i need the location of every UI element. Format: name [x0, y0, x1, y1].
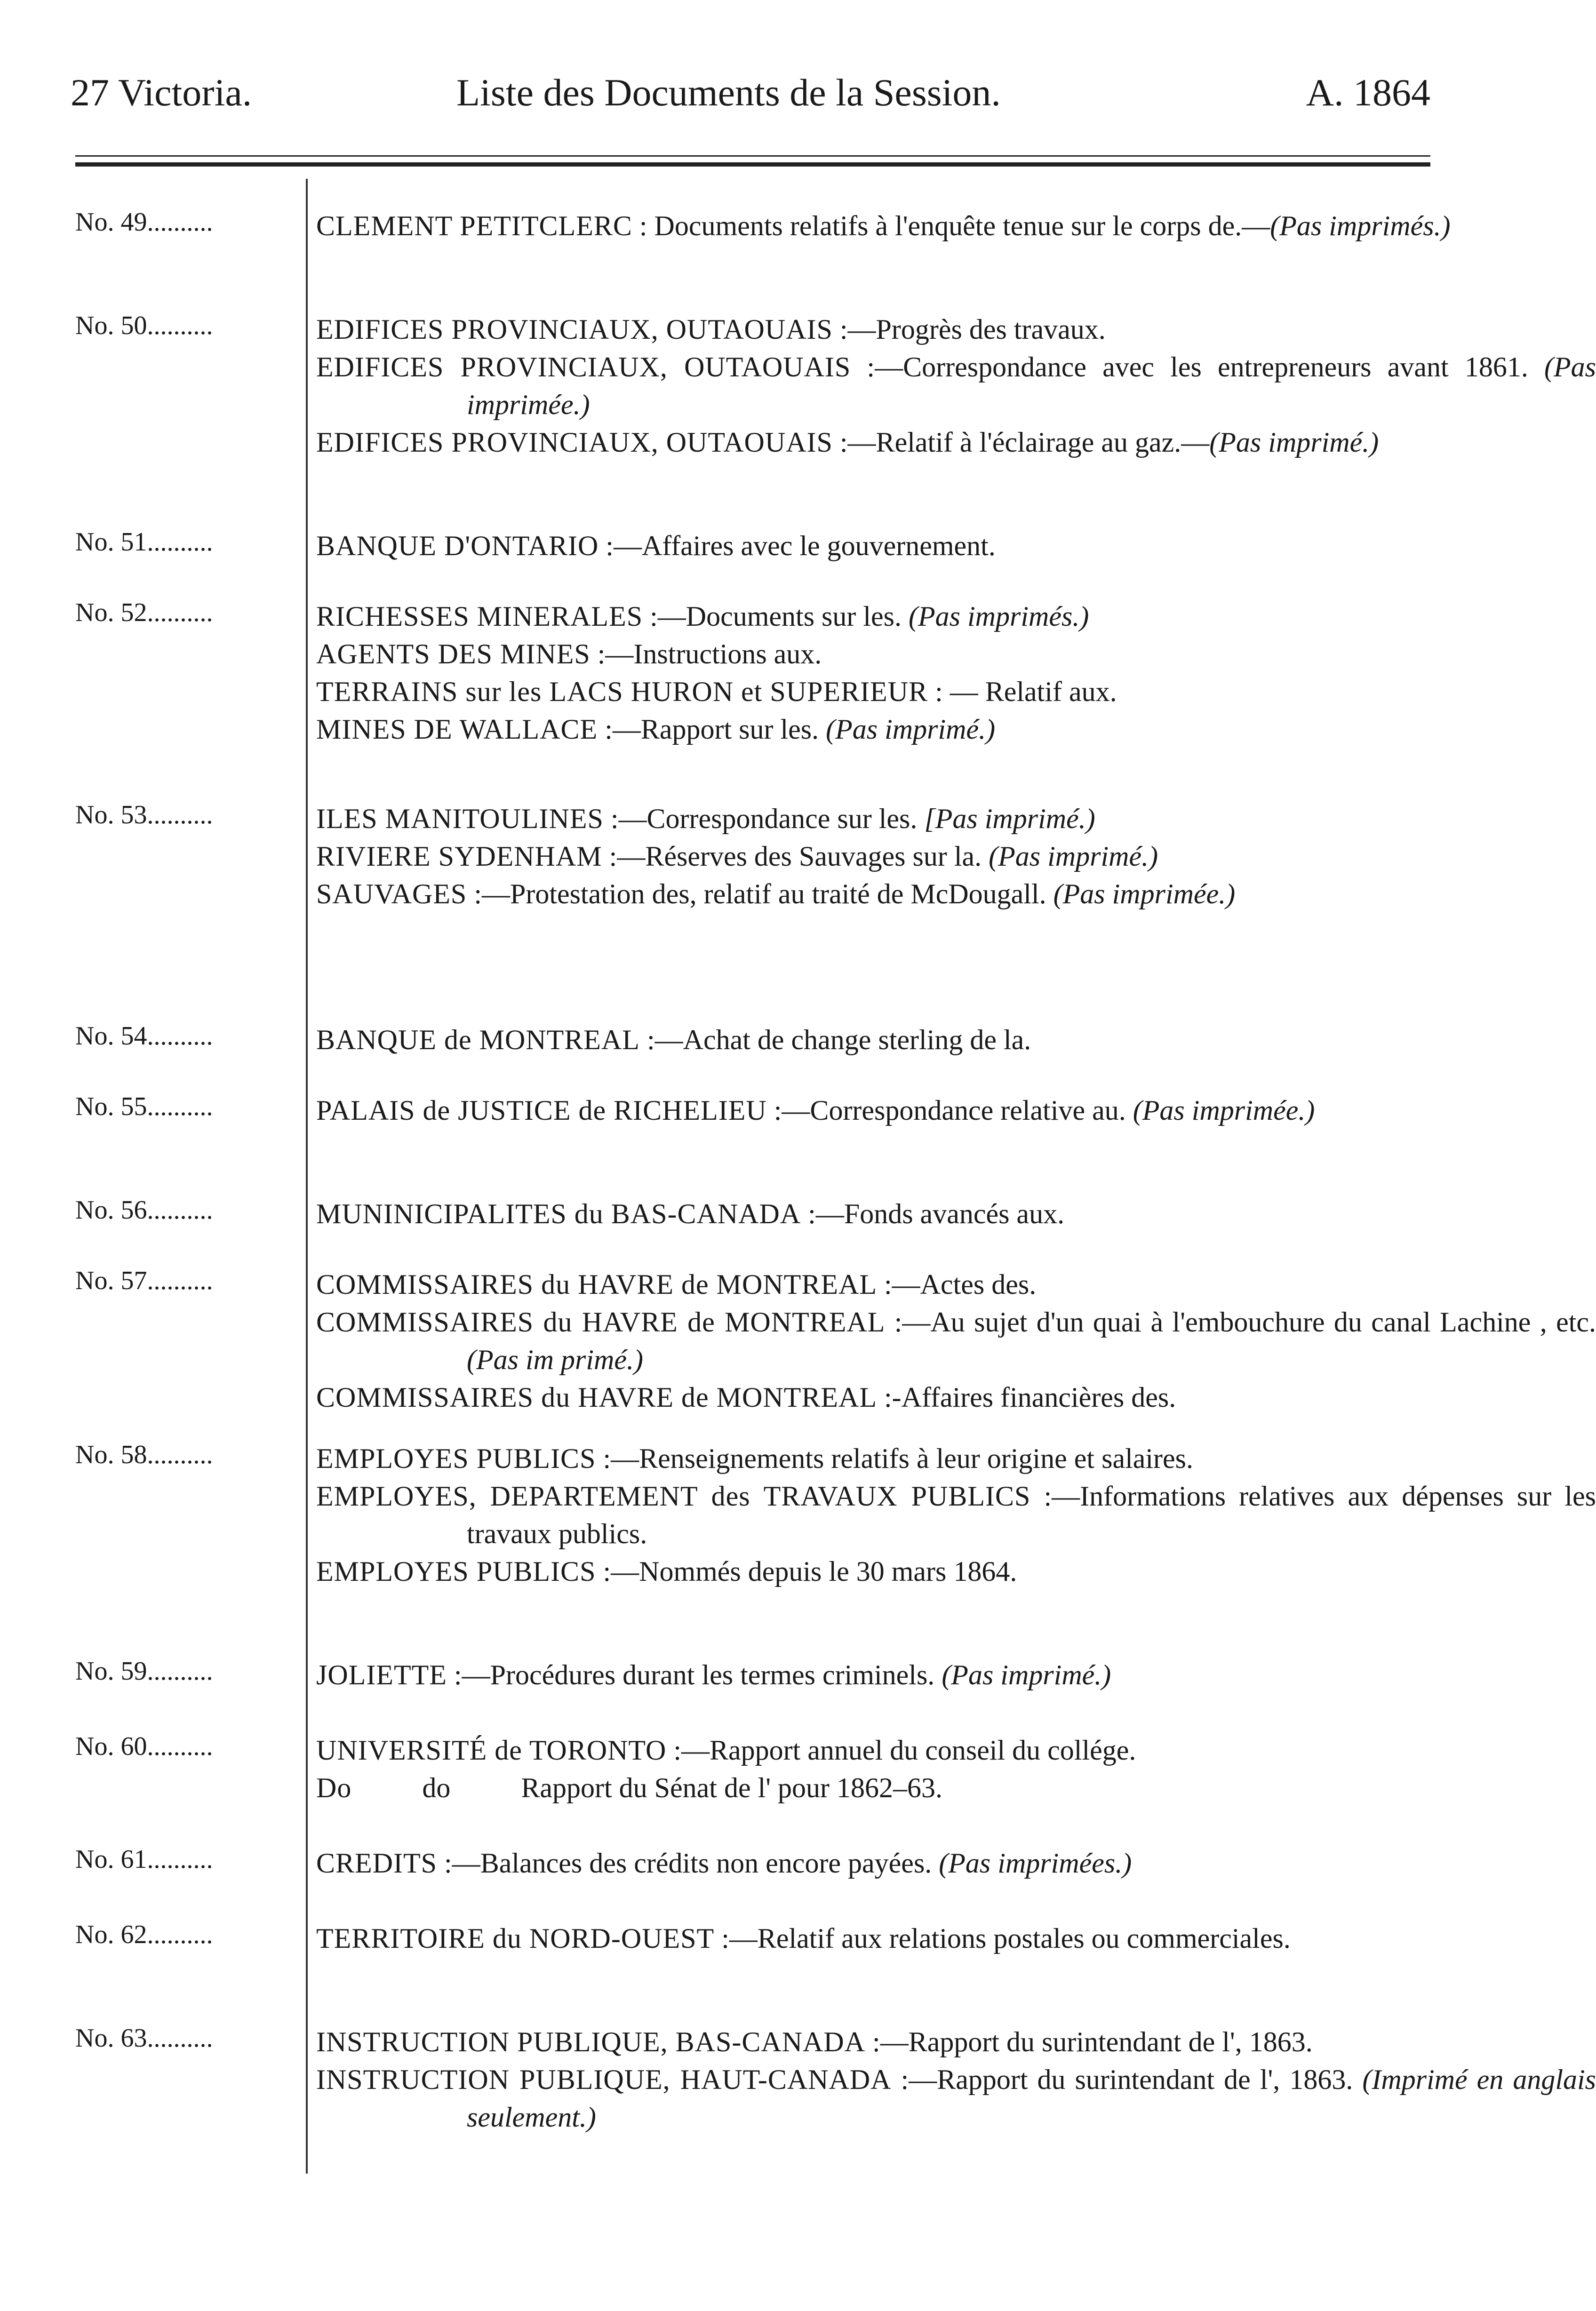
entry-item: [316, 311, 1596, 348]
item-heading: INSTRUCTION PUBLIQUE, HAUT-CANADA: [316, 2064, 892, 2095]
entry-number: No. 54..........: [75, 1021, 213, 1051]
entry-item: [316, 1553, 1596, 1590]
entry-item: [316, 1844, 1596, 1882]
entry-item: [316, 1021, 1596, 1059]
item-description: :—Relatif à l'éclairage au gaz.—: [832, 427, 1210, 458]
document-entry: [0, 800, 1532, 913]
document-entry: [0, 1021, 1532, 1059]
item-description: :-Affaires financières des.: [877, 1382, 1176, 1413]
item-heading: UNIVERSITÉ de TORONTO: [316, 1735, 667, 1766]
item-heading: COMMISSAIRES du HAVRE de MONTREAL: [316, 1307, 886, 1338]
entry-item: [316, 1303, 1596, 1379]
item-heading: RICHESSES MINERALES: [316, 601, 643, 632]
entry-number: No. 50..........: [75, 311, 213, 340]
item-description: :—Documents sur les.: [643, 601, 902, 632]
item-description: :—Fonds avancés aux.: [801, 1198, 1065, 1229]
entry-item: [316, 1440, 1596, 1477]
entry-number: No. 53..........: [75, 800, 213, 829]
item-description: :—Actes des.: [877, 1269, 1037, 1300]
entry-item: [316, 875, 1596, 913]
item-heading: EDIFICES PROVINCIAUX, OUTAOUAIS: [316, 351, 851, 383]
item-heading: CLEMENT PETITCLERC: [316, 210, 632, 241]
item-heading: BANQUE de MONTREAL: [316, 1024, 640, 1055]
item-heading: BANQUE D'ONTARIO: [316, 530, 599, 561]
item-description: :—Procédures durant les termes criminels.: [447, 1659, 935, 1690]
entry-item: [316, 1266, 1596, 1303]
entry-item: [316, 635, 1596, 673]
entry-number: No. 58..........: [75, 1440, 213, 1469]
document-entry: [0, 1195, 1532, 1233]
item-heading: EMPLOYES, DEPARTEMENT des TRAVAUX PUBLICS: [316, 1481, 1031, 1512]
item-print-note: (Pas imprimé.): [1209, 427, 1379, 458]
document-entry: [0, 598, 1532, 748]
header-regnal-year: 27 Victoria.: [71, 71, 252, 114]
entry-number: No. 49..........: [75, 207, 213, 237]
item-description: :—Correspondance relative au.: [766, 1095, 1126, 1126]
item-description: :—Progrès des travaux.: [832, 314, 1106, 345]
entry-number: No. 56..........: [75, 1195, 213, 1225]
item-print-note: (Pas imprimés.): [1270, 210, 1451, 241]
entry-number: No. 57..........: [75, 1266, 213, 1295]
item-description: :—Relatif aux relations postales ou commerciales.: [714, 1923, 1291, 1954]
entry-item: [316, 2061, 1596, 2136]
item-heading: JOLIETTE: [316, 1659, 447, 1690]
item-heading: COMMISSAIRES du HAVRE de MONTREAL: [316, 1269, 877, 1300]
item-heading: EMPLOYES PUBLICS: [316, 1443, 596, 1474]
entry-item: [316, 1731, 1596, 1769]
entry-item: [316, 800, 1596, 837]
item-print-note: (Pas imprimées.): [932, 1848, 1132, 1879]
item-heading: INSTRUCTION PUBLIQUE, BAS-CANADA: [316, 2026, 866, 2057]
entry-item: [316, 1769, 1596, 1807]
entry-item: [316, 348, 1596, 423]
item-description: :—Protestation des, relatif au traité de McDougall.: [467, 878, 1046, 909]
item-heading: COMMISSAIRES du HAVRE de MONTREAL: [316, 1382, 877, 1413]
item-print-note: (Pas imprimés.): [902, 601, 1089, 632]
item-description: :—Correspondance sur les.: [603, 803, 918, 834]
document-entry: [0, 1920, 1532, 1957]
entry-number: No. 63..........: [75, 2024, 213, 2053]
document-entry: [0, 1731, 1532, 1807]
item-description: do Rapport du Sénat de l' pour 1862–63.: [351, 1772, 943, 1803]
item-description: :—Rapport sur les.: [598, 714, 819, 745]
entry-item: [316, 1195, 1596, 1233]
item-description: :—Achat de change sterling de la.: [639, 1024, 1031, 1055]
item-heading: Do: [316, 1772, 352, 1803]
item-description: :—Correspondance avec les entrepreneurs avant 1861.: [851, 351, 1528, 383]
page-header: [71, 71, 1430, 122]
entry-item: [316, 837, 1596, 875]
entry-number: No. 60..........: [75, 1732, 213, 1761]
item-heading: MUNINICIPALITES du BAS-CANADA: [316, 1198, 801, 1229]
entry-item: [316, 1379, 1596, 1416]
item-heading: PALAIS de JUSTICE de RICHELIEU: [316, 1095, 767, 1126]
entry-number: No. 59..........: [75, 1657, 213, 1686]
header-rule-thin: [75, 155, 1430, 157]
entry-item: [316, 710, 1596, 748]
item-description: :—Réserves des Sauvages sur la.: [602, 841, 982, 872]
item-print-note: (Pas imprimée.): [467, 351, 1596, 420]
item-description: :—Affaires avec le gouvernement.: [598, 530, 996, 561]
document-entry: [0, 207, 1532, 245]
item-print-note: (Pas imprimé.): [934, 1659, 1111, 1690]
entry-item: [316, 423, 1596, 461]
item-print-note: [Pas imprimé.): [917, 803, 1095, 834]
item-heading: EDIFICES PROVINCIAUX, OUTAOUAIS: [316, 427, 833, 458]
document-entry: [0, 1266, 1596, 1416]
header-rule-thick: [75, 162, 1430, 167]
entry-number: No. 61..........: [75, 1845, 213, 1874]
entry-item: [316, 1092, 1596, 1129]
item-heading: ILES MANITOULINES: [316, 803, 604, 834]
entry-item: [316, 2023, 1596, 2061]
item-description: :—Instructions aux.: [590, 638, 822, 669]
document-entry: [0, 311, 1596, 461]
item-heading: SAUVAGES: [316, 878, 467, 909]
document-entry: [0, 1844, 1532, 1882]
item-description: :—Nommés depuis le 30 mars 1864.: [596, 1556, 1017, 1587]
item-heading: TERRITOIRE du NORD-OUEST: [316, 1923, 715, 1954]
header-title: Liste des Documents de la Session.: [456, 71, 1001, 114]
item-description: :—Rapport annuel du conseil du collége.: [666, 1735, 1136, 1766]
item-description: :—Informations relatives aux dépenses sur les travaux publics.: [467, 1481, 1596, 1549]
entry-number: No. 52..........: [75, 598, 213, 627]
item-print-note: (Pas imprimée.): [1046, 878, 1236, 909]
entry-number: No. 51..........: [75, 527, 213, 557]
item-print-note: (Imprimé en anglais seulement.): [467, 2064, 1596, 2133]
item-heading: RIVIERE SYDENHAM: [316, 841, 602, 872]
item-description: : Documents relatifs à l'enquête tenue sur le corps de.—: [632, 210, 1270, 241]
item-print-note: (Pas imprimée.): [1125, 1095, 1315, 1126]
item-description: :—Rapport du surintendant de l', 1863.: [891, 2064, 1353, 2095]
item-description: :—Rapport du surintendant de l', 1863.: [865, 2026, 1313, 2057]
entry-item: [316, 207, 1596, 245]
item-heading: TERRAINS sur les LACS HURON et SUPERIEUR: [316, 676, 928, 707]
entry-item: [316, 1477, 1596, 1553]
item-description: :—Au sujet d'un quai à l'embouchure du canal Lachine , etc.: [885, 1307, 1596, 1338]
item-heading: EMPLOYES PUBLICS: [316, 1556, 596, 1587]
document-entry: [0, 1656, 1532, 1694]
item-heading: EDIFICES PROVINCIAUX, OUTAOUAIS: [316, 314, 833, 345]
item-description: :—Balances des crédits non encore payées.: [437, 1848, 932, 1879]
entry-item: [316, 1920, 1596, 1957]
header-year: A. 1864: [1306, 71, 1430, 114]
document-entry: [0, 2023, 1596, 2136]
entry-item: [316, 598, 1596, 635]
entry-number: No. 62..........: [75, 1920, 213, 1949]
document-entry: [0, 1440, 1596, 1590]
item-print-note: (Pas imprimé.): [982, 841, 1158, 872]
item-heading: CREDITS: [316, 1848, 438, 1879]
item-description: :—Renseignements relatifs à leur origine et salaires.: [596, 1443, 1194, 1474]
item-print-note: (Pas im primé.): [467, 1344, 643, 1375]
entry-item: [316, 1656, 1596, 1694]
entry-number: No. 55..........: [75, 1092, 213, 1121]
document-entry: [0, 1092, 1532, 1129]
document-entry: [0, 527, 1532, 565]
entry-item: [316, 527, 1596, 565]
item-description: : — Relatif aux.: [928, 676, 1117, 707]
entry-item: [316, 673, 1596, 710]
item-heading: MINES DE WALLACE: [316, 714, 598, 745]
item-heading: AGENTS DES MINES: [316, 638, 591, 669]
item-print-note: (Pas imprimé.): [819, 714, 996, 745]
